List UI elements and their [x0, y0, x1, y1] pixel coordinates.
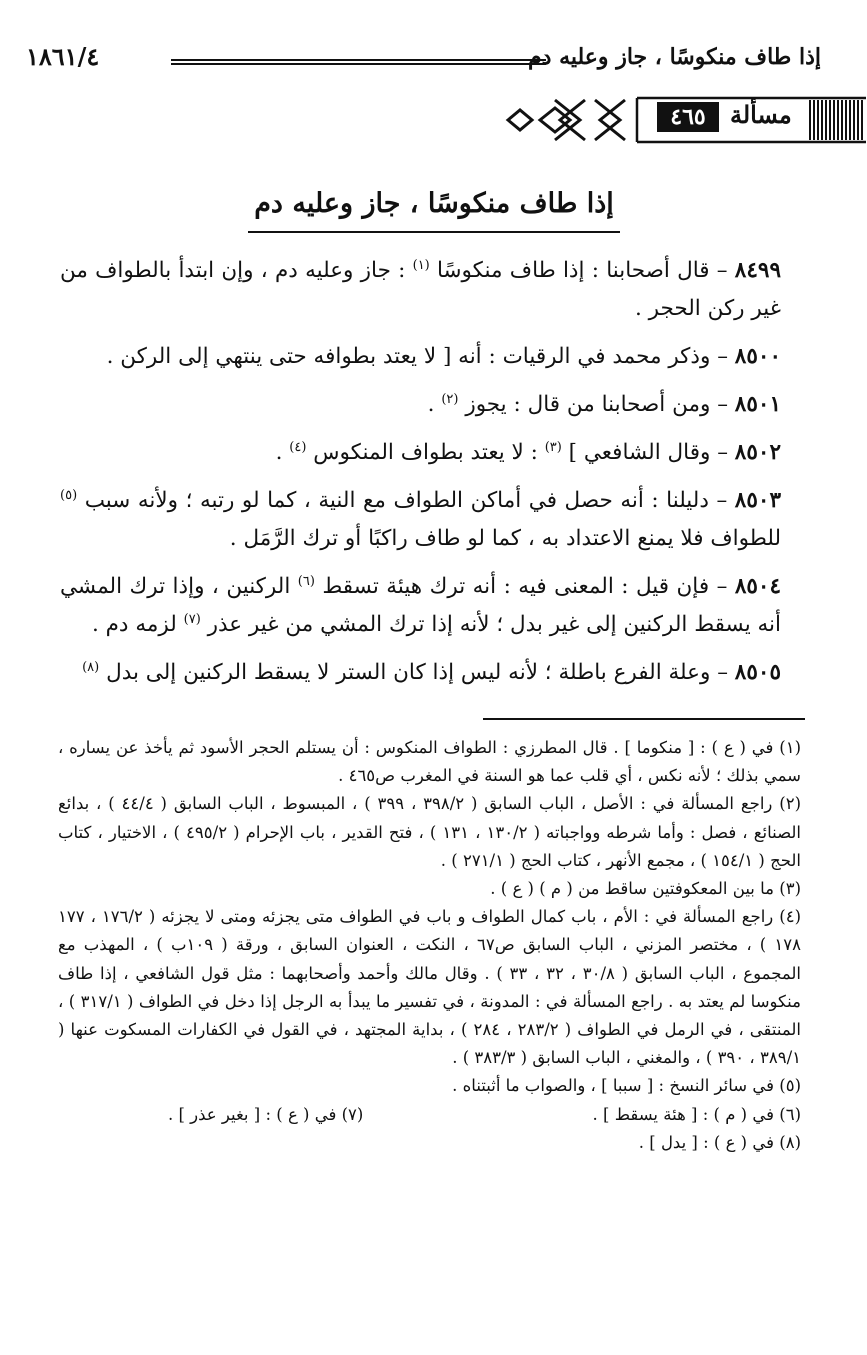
paragraph-text: لزمه دم .	[91, 612, 184, 637]
paragraph-text: – وعلة الفرع باطلة ؛ لأنه ليس إذا كان الستر لا يسقط الركنين إلى بدل	[99, 660, 735, 685]
paragraph-text: .	[275, 440, 290, 465]
footnote-ref: (٧)	[183, 611, 201, 627]
footnote-ref: (٤)	[289, 439, 307, 455]
paragraph-number: ٨٤٩٩	[734, 258, 781, 283]
paragraph-number: ٨٥٠١	[734, 392, 781, 417]
footnote: (٣) ما بين المعكوفتين ساقط من ( م ) ( ع ) .	[490, 879, 801, 899]
page-reference: ١٨٦١/٤	[26, 42, 100, 71]
paragraph-text: – ومن أصحابنا من قال : يجوز	[458, 392, 735, 417]
paragraph-text: .	[427, 392, 442, 417]
footnote-ref: (١)	[412, 257, 430, 273]
masala-label: مسألة	[730, 100, 792, 129]
footnote-pair	[58, 1101, 801, 1129]
paragraph	[60, 568, 803, 644]
footnote-ref: (٥)	[60, 487, 78, 503]
paragraph	[60, 338, 803, 376]
paragraph-text: الركنين ، وإذا ترك المشي أنه يسقط الركنين إلى غير بدل ؛ لأنه إذا ترك المشي من غير عذر	[60, 574, 781, 637]
running-header-rule	[171, 59, 546, 65]
footnote: (٧) في ( ع ) : [ بغير عذر ] .	[168, 1104, 364, 1124]
paragraph-number: ٨٥٠٠	[734, 344, 781, 369]
footnote-ref: (٨)	[82, 659, 100, 675]
footnote-ref: (٣)	[544, 439, 562, 455]
footnote: (٤) راجع المسألة في : الأم ، باب كمال الطواف و باب في الطواف متى يجزئه ومتى لا يجزئه ( ١٧٦/٢ ، ١٧٧ ١٧٨ ) ، مختصر المزني ، الباب السابق ص٦٧ ، النكت ، العنوان السابق ، ورقة ( ١٠٩ب ) ، المهذب مع المجموع ، الباب السابق ( ٣٠/٨ ، ٣٢ ، ٣٣ ) . وقال مالك وأحمد وأصحابهما : مثل قول الشافعي ، إذا طاف منكوسا لم يعتد به . راجع المسألة في : المدونة ، في تفسير ما يبدأ به الرجل إذا دخل في الطواف ( ٣١٧/١ ) ، المنتقى ، في الرمل في الطواف ( ٢٨٣/٢ ، ٢٨٤ ) ، بداية المجتهد ، في القول في الكفارات المسكوت عنها ( ٣٨٩/١ ، ٣٩٠ ) ، والمغني ، الباب السابق ( ٣٨٣/٣ ) .	[58, 907, 802, 1068]
main-text	[60, 252, 803, 702]
footnote: (٢) راجع المسألة في : الأصل ، الباب السابق ( ٣٩٨/٢ ، ٣٩٩ ) ، المبسوط ، الباب السابق ( ٤٤/٤ ) ، بدائع الصنائع ، فصل : وأما شرطه وواجباته ( ١٣٠/٢ ، ١٣١ ) ، فتح القدير ، باب الإحرام ( ٤٩٥/٢ ) ، الاختيار ، كتاب الحج ( ١٥٤/١ ) ، مجمع الأنهر ، كتاب الحج ( ٢٧١/١ ) .	[58, 794, 801, 870]
paragraph-number: ٨٥٠٥	[734, 660, 781, 685]
paragraph-text: – وذكر محمد في الرقيات : أنه [ لا يعتد بطوافه حتى ينتهي إلى الركن .	[106, 344, 735, 369]
title-underline	[248, 231, 620, 233]
footnote: (٨) في ( ع ) : [ يدل ] .	[638, 1132, 801, 1152]
paragraph-number: ٨٥٠٤	[734, 574, 782, 599]
running-header-title: إذا طاف منكوسًا ، جاز وعليه دم	[528, 44, 821, 70]
paragraph-text: : لا يعتد بطواف المنكوس	[306, 440, 545, 465]
paragraph-number: ٨٥٠٢	[734, 440, 781, 465]
paragraph-text: : جاز وعليه دم ، وإن ابتدأ بالطواف من غير ركن الحجر .	[60, 258, 781, 321]
paragraph-text: للطواف فلا يمنع الاعتداد به ، كما لو طاف راكبًا أو ترك الرَّمَل .	[229, 526, 781, 551]
footnote-separator	[483, 718, 805, 720]
footnote: (٥) في سائر النسخ : [ سببا ] ، والصواب ما أثبتناه .	[452, 1076, 801, 1096]
paragraph-text: – فإن قيل : المعنى فيه : أنه ترك هيئة تسقط	[314, 574, 735, 599]
paragraph	[60, 252, 803, 328]
paragraph	[60, 434, 803, 472]
footnotes	[58, 734, 801, 1157]
masala-banner	[500, 90, 867, 150]
paragraph	[60, 482, 803, 558]
paragraph-number: ٨٥٠٣	[734, 488, 781, 513]
footnote-ref: (٦)	[297, 573, 315, 589]
chapter-title: إذا طاف منكوسًا ، جاز وعليه دم	[254, 188, 614, 219]
footnote: (٦) في ( م ) : [ هئة يسقط ] .	[592, 1104, 801, 1124]
footnote: (١) في ( ع ) : [ منكوما ] . قال المطرزي : الطواف المنكوس : أن يستلم الحجر الأسود ثم يأخذ عن يساره ، سمي بذلك ؛ لأنه نكس ، أي قلب عما هو السنة في المغرب ص٤٦٥ .	[58, 738, 801, 786]
footnote-ref: (٢)	[441, 391, 459, 407]
masala-number: ٤٦٥	[657, 102, 719, 132]
running-header	[26, 44, 821, 80]
paragraph-text: – دليلنا : أنه حصل في أماكن الطواف مع النية ، كما لو رتبه ؛ ولأنه سبب	[77, 488, 735, 513]
paragraph-text: – قال أصحابنا : إذا طاف منكوسًا	[429, 258, 735, 283]
paragraph	[60, 386, 803, 424]
paragraph	[60, 654, 803, 692]
paragraph-text: – وقال الشافعي ]	[561, 440, 735, 465]
